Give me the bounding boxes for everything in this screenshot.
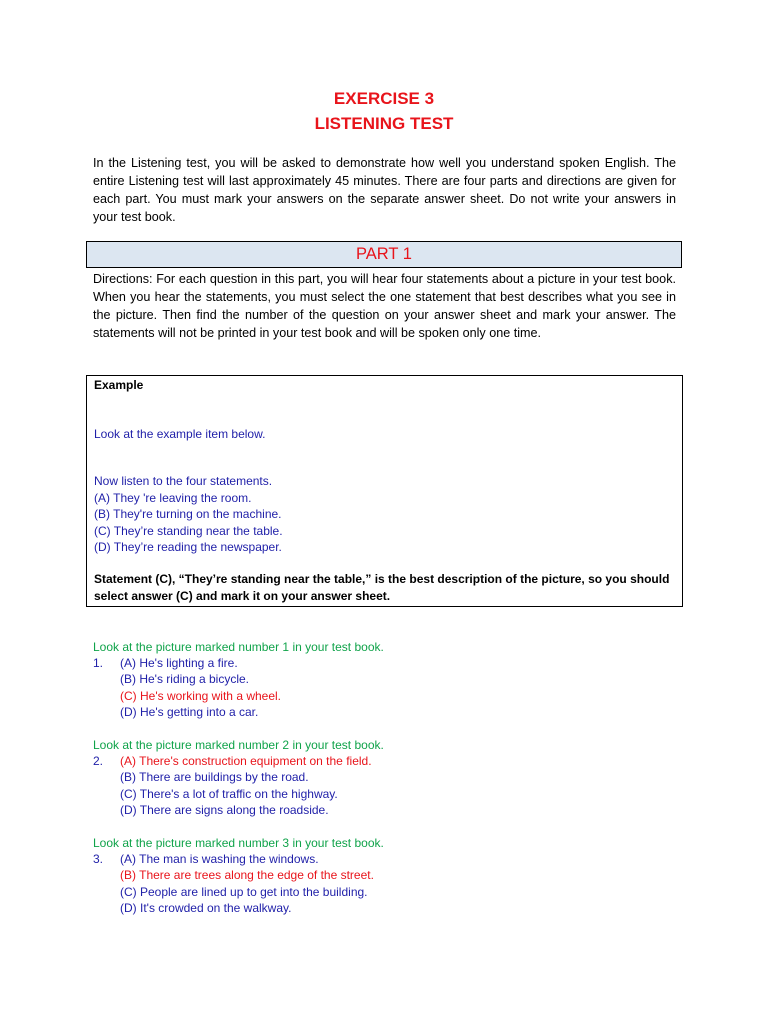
example-box xyxy=(86,375,683,607)
answer-option: (D) It's crowded on the walkway. xyxy=(120,901,292,915)
answer-option: (C) There's a lot of traffic on the highway. xyxy=(120,787,338,801)
example-option: (C) They’re standing near the table. xyxy=(94,524,283,538)
exercise-title: EXERCISE 3 xyxy=(333,89,435,108)
answer-option: (B) There are trees along the edge of the street. xyxy=(120,868,374,882)
directions-paragraph: Directions: For each question in this part, you will hear four statements about a picture in your test book. When you hear the statements, you must select the one statement that best describes what you see in the picture. Then find the number of the question on your answer sheet and mark your answer. The statements will not be printed in your test book and will be spoken only one time. xyxy=(93,272,676,340)
example-option: (D) They’re reading the newspaper. xyxy=(94,540,282,554)
example-heading: Example xyxy=(94,378,144,392)
answer-option: (B) There are buildings by the road. xyxy=(120,770,309,784)
answer-option: (A) There's construction equipment on the field. xyxy=(120,754,372,768)
question-prompt: Look at the picture marked number 3 in your test book. xyxy=(93,836,384,850)
question-number: 1. xyxy=(93,656,104,670)
intro-paragraph: In the Listening test, you will be asked to demonstrate how well you understand spoken English. The entire Listening test will last approximately 45 minutes. There are four parts and directions are given for each part. You must mark your answers on the separate answer sheet. Do not write your answers in your test book. xyxy=(93,156,676,224)
example-listen-instruction: Now listen to the four statements. xyxy=(94,474,273,488)
example-option: (B) They're turning on the machine. xyxy=(94,507,282,521)
question-prompt: Look at the picture marked number 2 in your test book. xyxy=(93,738,384,752)
answer-option: (A) The man is washing the windows. xyxy=(120,852,319,866)
answer-option: (B) He's riding a bicycle. xyxy=(120,672,249,686)
answer-option: (A) He's lighting a fire. xyxy=(120,656,238,670)
section-title: LISTENING TEST xyxy=(314,114,454,133)
answer-option: (C) He's working with a wheel. xyxy=(120,689,282,703)
question-prompt: Look at the picture marked number 1 in your test book. xyxy=(93,640,384,654)
example-statement: Statement (C), “They’re standing near the table,” is the best description of the picture, so you should select answer (C) and mark it on your answer sheet. xyxy=(94,572,670,603)
example-instruction: Look at the example item below. xyxy=(94,427,266,441)
part-label: PART 1 xyxy=(356,245,412,263)
question-number: 2. xyxy=(93,754,104,768)
question-number: 3. xyxy=(93,852,104,866)
part-heading xyxy=(86,241,682,268)
answer-option: (C) People are lined up to get into the building. xyxy=(120,885,368,899)
example-option: (A) They 're leaving the room. xyxy=(94,491,252,505)
answer-option: (D) He's getting into a car. xyxy=(120,705,259,719)
answer-option: (D) There are signs along the roadside. xyxy=(120,803,329,817)
